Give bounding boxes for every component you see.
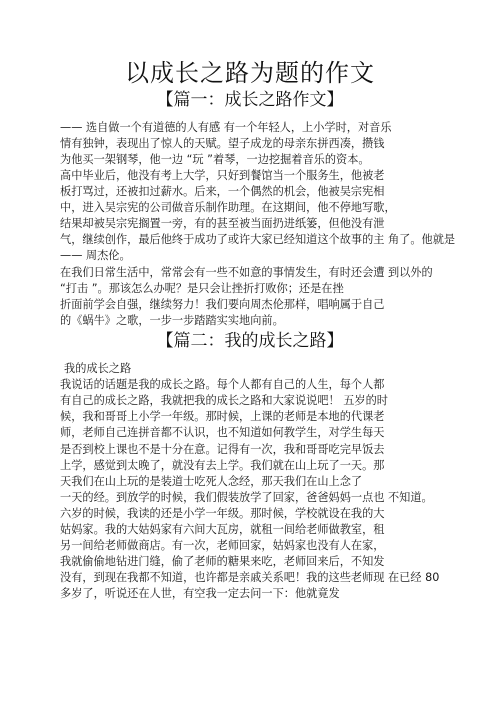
essay1-line: 结果却被吴宗宪搁置一旁，有的甚至被当面扔进纸篓，但他没有泄 [60,217,385,230]
essay2-line: 没有，到现在我都不知道，也许都是亲戚关系吧！我的这些老师现 在已经 80 [60,571,440,584]
essay1-line: 中，进入吴宗宪的公司做音乐制作助理。在这期间，他不停地写歌， [60,201,396,214]
essay1-line: 气，继续创作，最后他终于成功了或许大家已经知道这个故事的主 角了。他就是 [60,233,456,246]
essay2-line: 六岁的时候，我读的还是小学一年级。那时候，学校就设在我的大 [60,507,385,520]
essay1-line: 高中毕业后，他没有考上大学，只好到餐馆当一个服务生，他被老 [60,169,385,182]
essay1-line: “打击 ”。那该怎么办呢？是只会让挫折打败你；还是在挫 [60,282,344,295]
essay1-line: 情有独钟，表现出了惊人的天赋。望子成龙的母亲东拼西凑，攒钱 [60,137,385,150]
essay2-line: 有自己的成长之路，我就把我的成长之路和大家说说吧！ 五岁的时 [60,394,388,407]
essay1-line: 为他买一架钢琴，他一边 “玩 ”着琴，一边挖掘着音乐的资本。 [60,153,370,166]
essay1-line: 折面前学会自强，继续努力！我们要向周杰伦那样，唱响属于自己 [60,298,385,311]
essay2-heading: 【篇二：我的成长之路】 [156,331,344,351]
essay2-line: 一天的经。到放学的时候，我们假装放学了回家，爸爸妈妈一点也 不知道。 [60,491,433,504]
essay2-line: 我的成长之路 [64,362,132,375]
essay2-line: 我就偷偷地钻进门缝，偷了老师的糖果来吃，老师回来后，不知发 [60,555,385,568]
essay1-line: 的《蜗牛》之歌，一步一步踏踏实实地向前。 [60,314,284,327]
essay1-heading: 【篇一：成长之路作文】 [156,90,344,110]
essay2-line: 多岁了，听说还在人世，有空我一定去问一下：他就竟发 [60,587,340,600]
essay2-line: 是否到校上课也不是十分在意。记得有一次，我和哥哥吃完早饭去 [60,443,385,456]
document-title: 以成长之路为题的作文 [125,59,375,87]
essay2-line: 上学，感觉到太晚了，就没有去上学。我们就在山上玩了一天。那 [60,459,385,472]
essay2-line: 师，老师自己连拼音都不认识，也不知道如何教学生，对学生每天 [60,426,385,439]
essay2-line: 天我们在山上玩的是装道士吃死人念经，那天我们在山上念了 [60,475,363,488]
essay2-line: 我说话的话题是我的成长之路。每个人都有自己的人生，每个人都 [60,378,385,391]
essay2-line: 姑妈家。我的大姑妈家有六间大瓦房，就租一间给老师做教室，租 [60,523,385,536]
essay1-line: 板打骂过，还被扣过薪水。后来，一个偶然的机会，他被吴宗宪相 [60,185,385,198]
essay2-line: 候，我和哥哥上小学一年级。那时候，上课的老师是本地的代课老 [60,410,385,423]
essay1-line: —— 选自做一个有道德的人有感 有一个年轻人，上小学时，对音乐 [60,121,392,134]
essay1-line: 在我们日常生活中，常常会有一些不如意的事情发生，有时还会遭 到以外的 [60,266,433,279]
essay2-line: 另一间给老师做商店。有一次，老师回家，姑妈家也没有人在家， [60,539,385,552]
essay1-line: —— 周杰伦。 [60,249,131,262]
